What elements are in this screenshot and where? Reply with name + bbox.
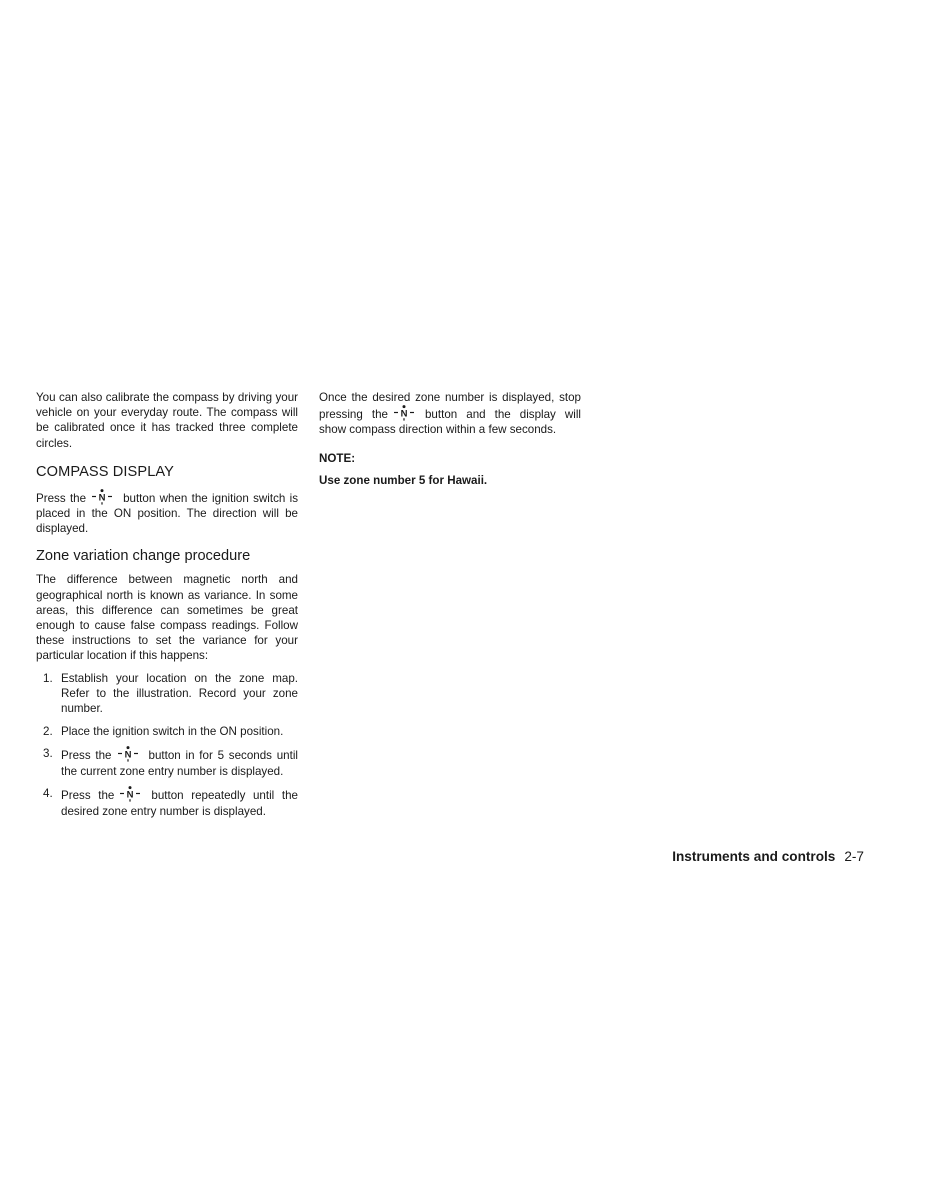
- procedure-steps: [36, 671, 298, 819]
- compass-north-button-icon: [119, 786, 141, 802]
- display-paragraph: [319, 390, 581, 438]
- zone-variation-heading: Zone variation change procedure: [36, 548, 251, 565]
- step-text-before: Press the: [61, 789, 115, 803]
- svg-text:N: N: [400, 408, 408, 420]
- step-number: 2.: [43, 724, 53, 738]
- step-text-after: button repeatedly until the desired zone entry number is displayed.: [61, 789, 298, 818]
- compass-display-heading: COMPASS DISPLAY: [36, 463, 175, 480]
- compass-north-button-icon: [393, 405, 415, 421]
- display-text-before: pressing the: [319, 408, 388, 422]
- svg-text:N: N: [126, 789, 134, 801]
- zone-variation-paragraph: The difference between magnetic north and geographical north is known as variance. In some areas, this difference can sometimes be great enough to cause false compass readings. Follow these instructions to set the variance for your particular location if this happens:: [36, 573, 298, 663]
- note-text: Use zone number 5 for Hawaii.: [319, 473, 488, 487]
- compass-display-paragraph: [36, 489, 298, 537]
- page-footer: [672, 848, 864, 866]
- svg-text:N: N: [98, 492, 106, 504]
- display-text-line1: Once the desired zone number is displayed, stop: [319, 391, 581, 404]
- step-text: Establish your location on the zone map. Refer to the illustration. Record your zone number.: [61, 671, 298, 716]
- step-item: [36, 786, 298, 818]
- step-text: Place the ignition switch in the ON position.: [61, 724, 284, 738]
- step-number: 3.: [43, 747, 53, 761]
- right-column: [319, 390, 581, 488]
- display-text-after: button and the display will show compass direction within a few seconds.: [319, 408, 581, 437]
- step-number: 4.: [43, 787, 53, 801]
- step-text-before: Press the: [61, 749, 112, 763]
- svg-text:N: N: [124, 750, 131, 762]
- step-item: [36, 724, 298, 739]
- note-label: NOTE:: [319, 451, 356, 465]
- step-item: [36, 671, 298, 717]
- compass-north-button-icon: [117, 746, 139, 762]
- calibration-paragraph: You can also calibrate the compass by driving your vehicle on your everyday route. The compass will be calibrated once it has tracked three complete circles.: [36, 391, 298, 450]
- page-number: 2-7: [844, 849, 864, 864]
- compass-text-after: button when the ignition switch is placed in the ON position. The direction will be displayed.: [36, 491, 298, 536]
- step-item: [36, 746, 298, 778]
- compass-north-button-icon: [91, 489, 113, 505]
- step-text-after: button in for 5 seconds until the current zone entry number is displayed.: [61, 749, 298, 778]
- left-column: [36, 390, 298, 826]
- footer-section-title: Instruments and controls: [672, 849, 836, 864]
- step-number: 1.: [43, 671, 53, 685]
- compass-text-before: Press the: [36, 491, 87, 505]
